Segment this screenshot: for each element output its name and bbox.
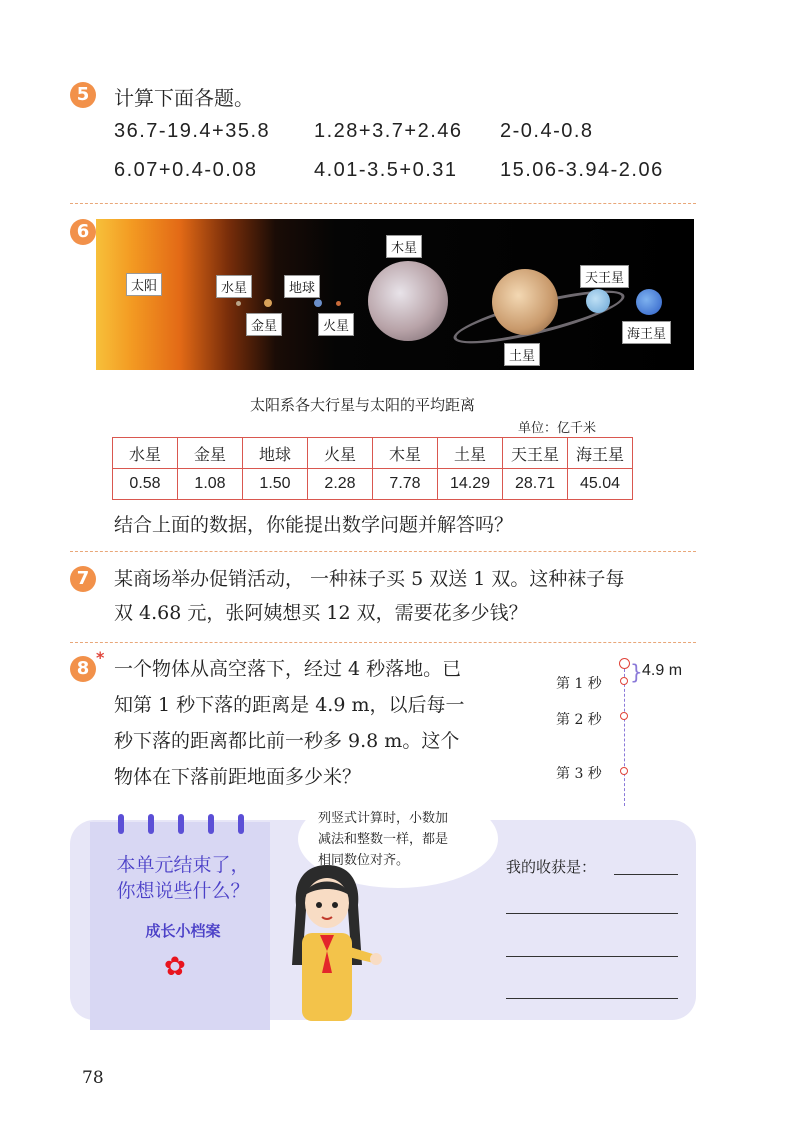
label-jupiter: 木星	[386, 235, 422, 258]
uranus-planet	[586, 289, 610, 313]
problem-5-number: 5	[70, 82, 96, 108]
mercury-planet	[236, 301, 241, 306]
brace-icon: }	[630, 660, 643, 684]
binder-ring	[238, 814, 244, 834]
table-cell: 1.08	[178, 469, 243, 500]
jupiter-planet	[368, 261, 448, 341]
problem-8-number: 8	[70, 656, 96, 682]
expression: 6.07+0.4-0.08	[114, 159, 258, 181]
label-venus: 金星	[246, 313, 282, 336]
solar-system-image	[96, 219, 694, 370]
page-number: 78	[82, 1068, 104, 1088]
table-header-row	[113, 438, 633, 469]
writing-line	[506, 998, 678, 999]
label-mercury: 水星	[216, 275, 252, 298]
label-uranus: 天王星	[580, 265, 629, 288]
table-cell: 天王星	[503, 438, 568, 469]
writing-line	[506, 913, 678, 914]
problem-8-line: 知第 1 秒下落的距离是 4.9 m，以后每一	[114, 694, 465, 716]
growth-archive-label: 成长小档案	[145, 923, 221, 940]
table-cell: 火星	[308, 438, 373, 469]
problem-8-line: 物体在下落前距地面多少米？	[114, 766, 362, 788]
label-saturn: 土星	[504, 343, 540, 366]
problem-7-line: 某商场举办促销活动， 一种袜子买 5 双送 1 双。这种袜子每	[114, 568, 625, 590]
problem-7-number: 7	[70, 566, 96, 592]
table-cell: 水星	[113, 438, 178, 469]
writing-line	[614, 874, 678, 875]
table-unit: 单位：亿千米	[518, 421, 597, 436]
saturn-planet	[492, 269, 558, 335]
girl-illustration	[272, 855, 382, 1025]
second-1-label: 第 1 秒	[556, 676, 602, 692]
mars-planet	[336, 301, 341, 306]
table-cell: 45.04	[568, 469, 633, 500]
expression: 1.28+3.7+2.46	[314, 120, 463, 142]
table-cell: 2.28	[308, 469, 373, 500]
neptune-planet	[636, 289, 662, 315]
table-cell: 7.78	[373, 469, 438, 500]
expression: 2-0.4-0.8	[500, 120, 594, 142]
problem-8-line: 秒下落的距离都比前一秒多 9.8 m。这个	[114, 730, 460, 752]
bubble-line: 列竖式计算时，小数加	[318, 811, 449, 826]
table-cell: 海王星	[568, 438, 633, 469]
table-cell: 金星	[178, 438, 243, 469]
section-divider	[70, 642, 696, 643]
problem-5-title: 计算下面各题。	[114, 86, 254, 110]
section-divider	[70, 203, 696, 204]
label-sun: 太阳	[126, 273, 162, 296]
challenge-star: *	[96, 648, 105, 667]
distance-label: 4.9 m	[642, 662, 683, 679]
table-cell: 0.58	[113, 469, 178, 500]
earth-planet	[314, 299, 322, 307]
position-marker	[620, 767, 628, 775]
writing-line	[506, 956, 678, 957]
harvest-label: 我的收获是：	[506, 858, 597, 876]
summary-heading: 本单元结束了，	[116, 855, 250, 876]
table-cell: 土星	[438, 438, 503, 469]
expression: 36.7-19.4+35.8	[114, 120, 271, 142]
binder-ring	[118, 814, 124, 834]
problem-6-question: 结合上面的数据，你能提出数学问题并解答吗？	[114, 514, 514, 536]
table-cell: 14.29	[438, 469, 503, 500]
table-cell: 1.50	[243, 469, 308, 500]
table-cell: 地球	[243, 438, 308, 469]
position-marker	[620, 712, 628, 720]
table-cell: 木星	[373, 438, 438, 469]
fall-path-line	[624, 664, 625, 806]
distance-table	[112, 437, 633, 500]
object-ball	[619, 658, 630, 669]
problem-8-line: 一个物体从高空落下，经过 4 秒落地。已	[114, 658, 462, 680]
binder-ring	[148, 814, 154, 834]
venus-planet	[264, 299, 272, 307]
problem-6-number: 6	[70, 219, 96, 245]
bubble-line: 相同数位对齐。	[318, 853, 410, 868]
problem-7-line: 双 4.68 元，张阿姨想买 12 双，需要花多少钱？	[114, 602, 528, 624]
expression: 4.01-3.5+0.31	[314, 159, 458, 181]
label-neptune: 海王星	[622, 321, 671, 344]
table-value-row	[113, 469, 633, 500]
second-2-label: 第 2 秒	[556, 712, 602, 728]
expression: 15.06-3.94-2.06	[500, 159, 664, 181]
binder-ring	[178, 814, 184, 834]
label-earth: 地球	[284, 275, 320, 298]
table-title: 太阳系各大行星与太阳的平均距离	[250, 396, 476, 414]
summary-heading: 你想说些什么？	[116, 881, 250, 902]
second-3-label: 第 3 秒	[556, 766, 602, 782]
position-marker	[620, 677, 628, 685]
label-mars: 火星	[318, 313, 354, 336]
bubble-line: 减法和整数一样，都是	[318, 832, 449, 847]
binder-ring	[208, 814, 214, 834]
section-divider	[70, 551, 696, 552]
table-cell: 28.71	[503, 469, 568, 500]
flower-icon: ✿	[164, 952, 186, 982]
